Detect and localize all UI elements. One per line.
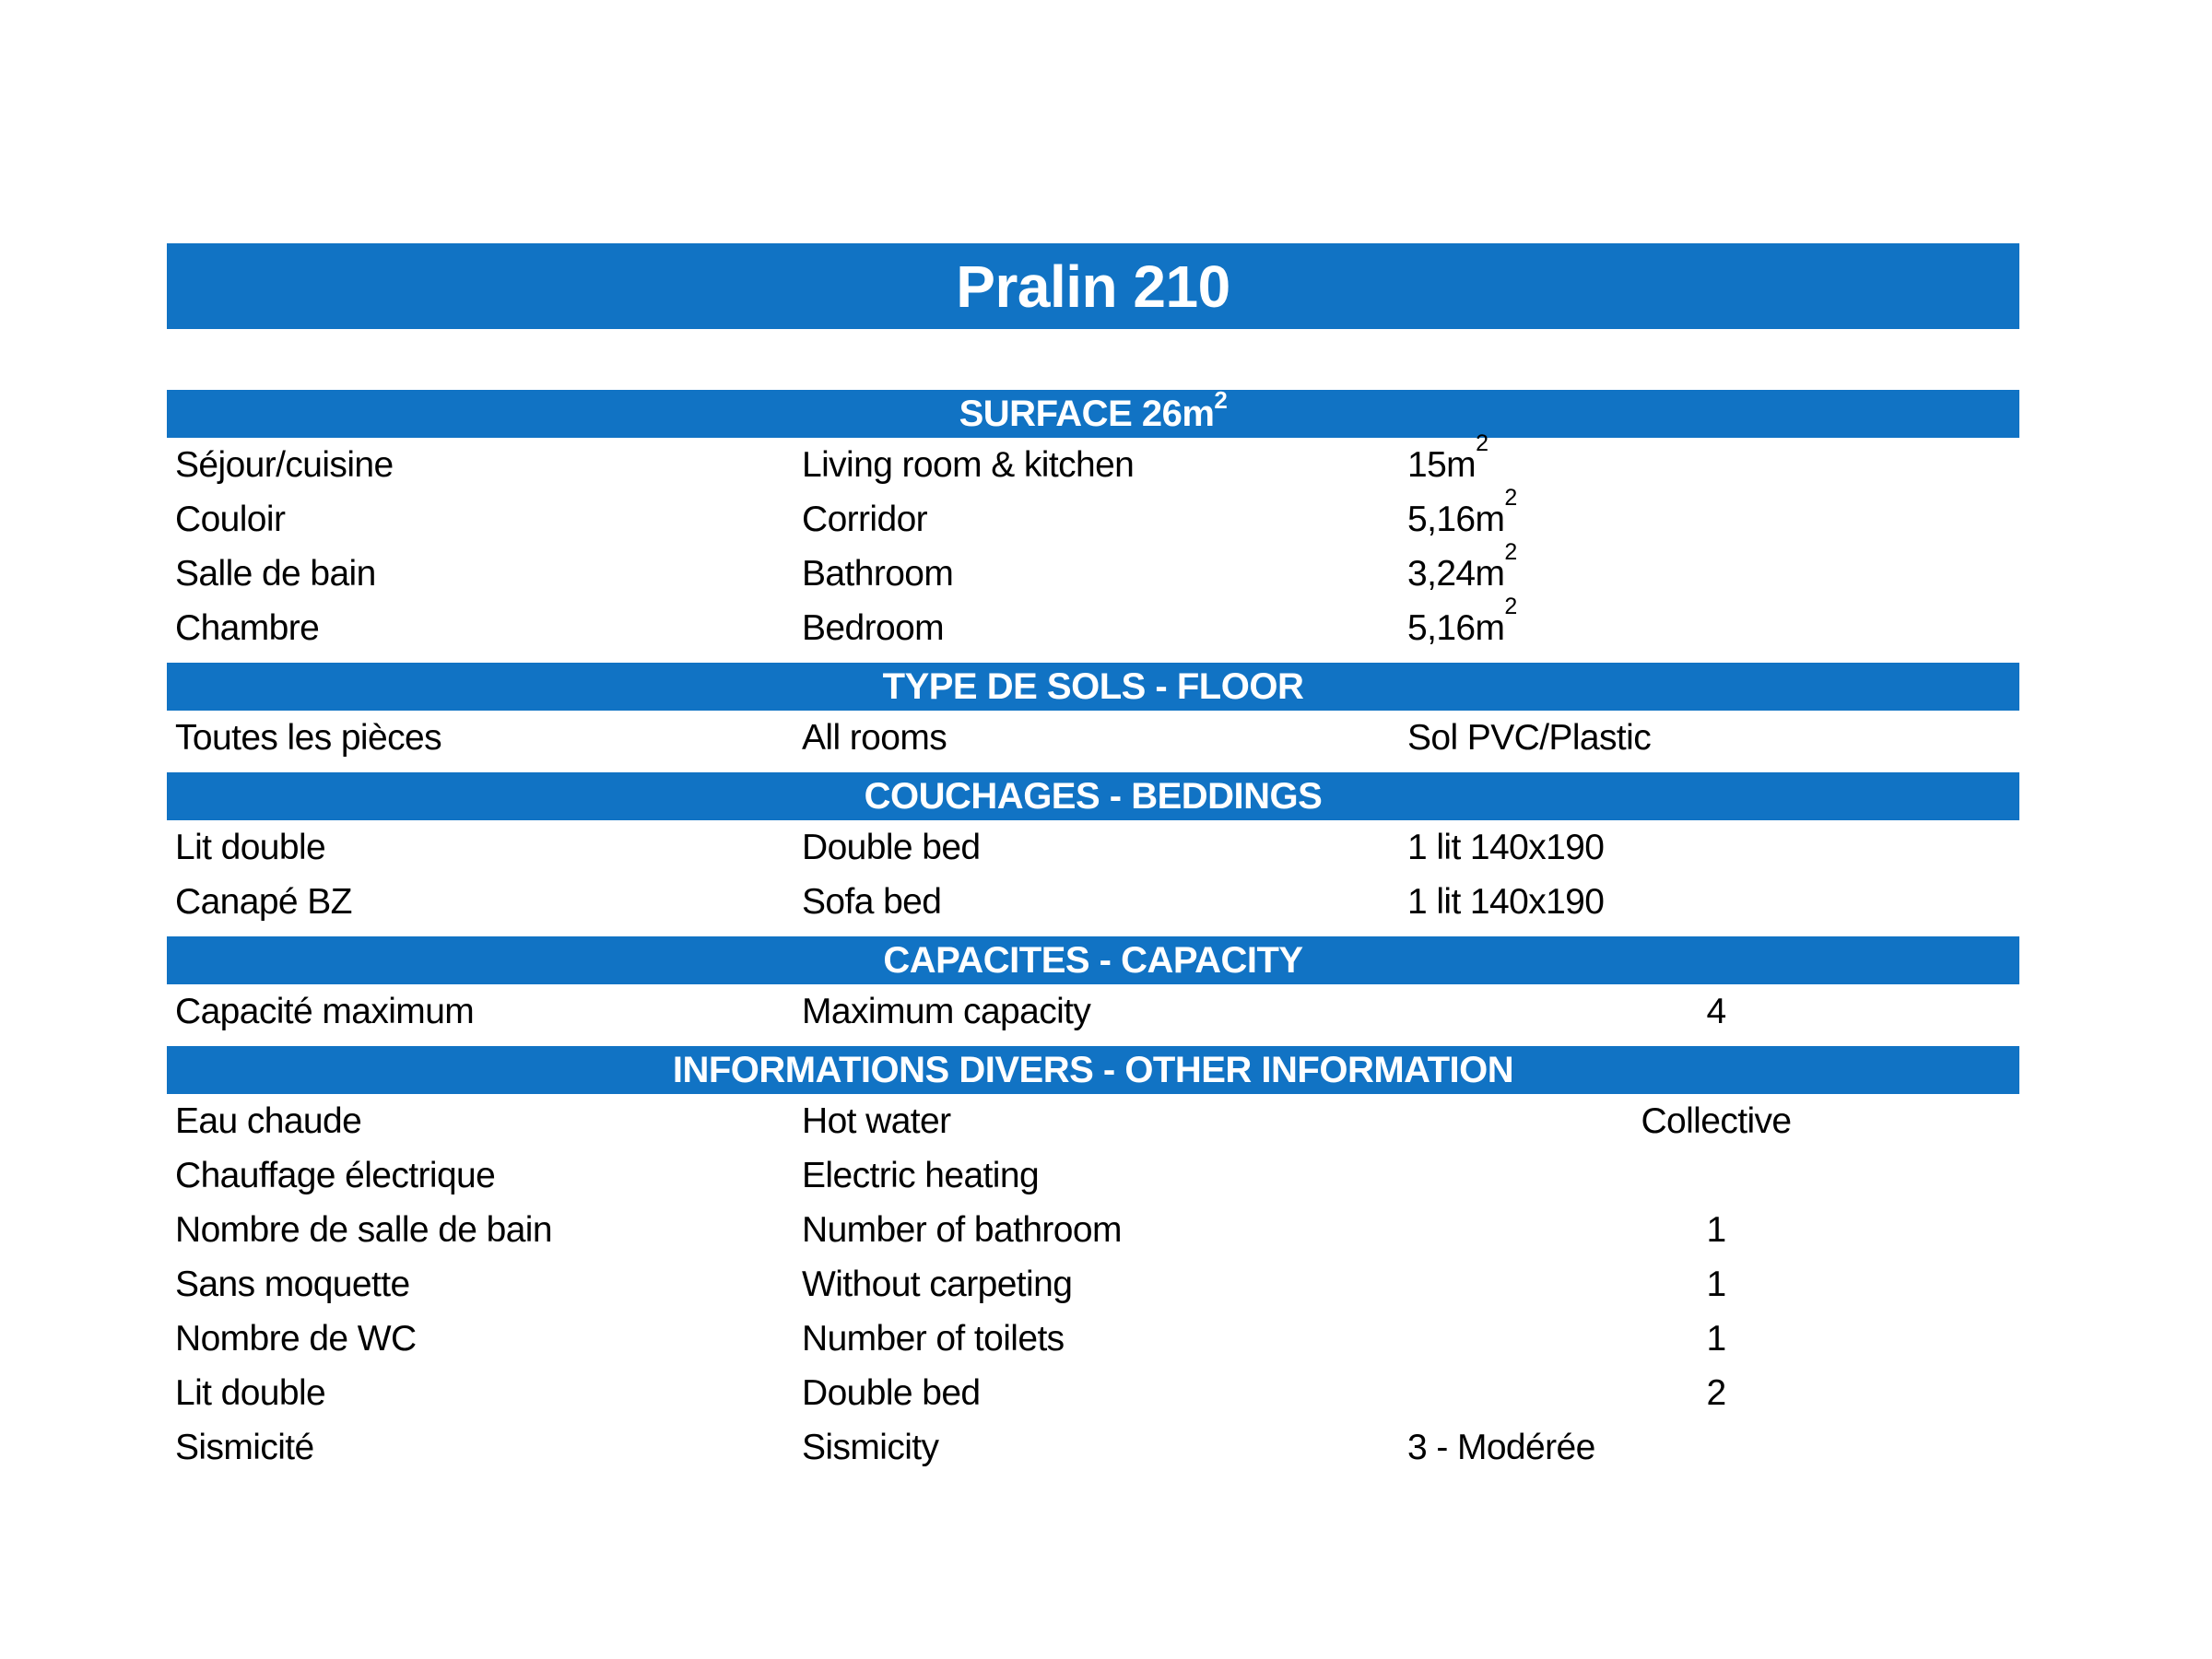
cell-english-label: Double bed	[802, 1372, 981, 1413]
cell-value	[1407, 593, 1592, 649]
cell-value-centered: 1	[1706, 1318, 1726, 1359]
cell-french-label: Salle de bain	[175, 553, 376, 594]
section-rows	[167, 820, 2019, 929]
table-row	[167, 538, 2019, 601]
section-rows	[167, 711, 2019, 765]
cell-value	[1407, 827, 1605, 868]
value-superscript: 2	[1476, 429, 1488, 456]
section-header-bar: SURFACE 26m $^2$	[167, 390, 2019, 438]
sections-container	[167, 386, 2019, 1475]
section-header-label: SURFACE 26m	[959, 394, 1215, 434]
cell-french-label: Sismicité	[175, 1427, 314, 1467]
value-text: 3,24m	[1407, 553, 1505, 594]
cell-french-label: Nombre de WC	[175, 1318, 417, 1359]
section-header-label: INFORMATIONS DIVERS - OTHER INFORMATION	[672, 1050, 1514, 1090]
cell-english-label: Number of toilets	[802, 1318, 1065, 1359]
value-superscript: 2	[1504, 593, 1517, 619]
section-header-bar	[167, 772, 2019, 820]
section-header-label: CAPACITES - CAPACITY	[883, 940, 1303, 981]
cell-french-label: Canapé BZ	[175, 881, 352, 922]
value-superscript: 2	[1504, 538, 1517, 565]
cell-french-label: Chambre	[175, 607, 320, 648]
cell-english-label: Sismicity	[802, 1427, 939, 1467]
section-header-bar	[167, 1046, 2019, 1094]
section-rows	[167, 984, 2019, 1039]
table-row	[167, 820, 2019, 875]
table-row	[167, 429, 2019, 492]
section-rows	[167, 429, 2019, 655]
value-text: 1 lit 140x190	[1407, 827, 1605, 867]
cell-english-label: Living room & kitchen	[802, 444, 1135, 485]
table-row	[167, 1366, 2019, 1420]
table-row	[167, 593, 2019, 655]
cell-value-centered: 4	[1706, 991, 1726, 1031]
section-header-label: TYPE DE SOLS - FLOOR	[882, 666, 1304, 707]
cell-french-label: Lit double	[175, 1372, 326, 1413]
value-text: 5,16m	[1407, 499, 1505, 539]
cell-value-centered: Collective	[1641, 1100, 1792, 1141]
section-rows	[167, 1094, 2019, 1475]
cell-value	[1407, 1427, 1595, 1468]
value-text: 15m	[1407, 444, 1477, 485]
cell-french-label: Sans moquette	[175, 1264, 410, 1304]
table-row	[167, 1203, 2019, 1257]
section	[167, 386, 2019, 655]
cell-french-label: Couloir	[175, 499, 286, 539]
title-bar	[167, 243, 2019, 329]
cell-value	[1407, 717, 1652, 759]
cell-french-label: Toutes les pièces	[175, 717, 441, 758]
section	[167, 663, 2019, 765]
section-header-label: COUCHAGES - BEDDINGS	[864, 776, 1323, 817]
cell-english-label: Maximum capacity	[802, 991, 1091, 1031]
value-text: 5,16m	[1407, 607, 1505, 648]
cell-french-label: Lit double	[175, 827, 326, 867]
table-row	[167, 1148, 2019, 1203]
cell-value	[1407, 881, 1605, 923]
page-title: Pralin 210	[956, 253, 1230, 320]
cell-french-label: Capacité maximum	[175, 991, 475, 1031]
cell-value-centered: 1	[1706, 1264, 1726, 1304]
value-text: Sol PVC/Plastic	[1407, 717, 1652, 758]
cell-value	[1407, 484, 1592, 540]
section	[167, 1046, 2019, 1475]
cell-english-label: Bathroom	[802, 553, 954, 594]
cell-value	[1407, 538, 1592, 594]
section-header-bar	[167, 936, 2019, 984]
cell-french-label: Nombre de salle de bain	[175, 1209, 552, 1250]
value-superscript: 2	[1504, 484, 1517, 511]
cell-english-label: Sofa bed	[802, 881, 942, 922]
cell-english-label: Corridor	[802, 499, 928, 539]
table-row	[167, 1094, 2019, 1148]
cell-value-centered: 1	[1706, 1209, 1726, 1250]
section	[167, 772, 2019, 929]
section-header-bar	[167, 663, 2019, 711]
value-text: 3 - Modérée	[1407, 1427, 1595, 1467]
cell-english-label: Number of bathroom	[802, 1209, 1122, 1250]
table-row	[167, 1420, 2019, 1475]
table-row	[167, 711, 2019, 765]
cell-english-label: Without carpeting	[802, 1264, 1073, 1304]
table-row	[167, 484, 2019, 547]
cell-english-label: All rooms	[802, 717, 947, 758]
cell-english-label: Bedroom	[802, 607, 945, 648]
table-row	[167, 1257, 2019, 1312]
cell-french-label: Séjour/cuisine	[175, 444, 394, 485]
spec-sheet	[167, 243, 2019, 1475]
cell-french-label: Chauffage électrique	[175, 1155, 496, 1195]
section	[167, 936, 2019, 1039]
cell-english-label: Double bed	[802, 827, 981, 867]
table-row	[167, 1312, 2019, 1366]
cell-english-label: Hot water	[802, 1100, 951, 1141]
table-row	[167, 984, 2019, 1039]
cell-value	[1407, 429, 1592, 486]
cell-english-label: Electric heating	[802, 1155, 1040, 1195]
cell-french-label: Eau chaude	[175, 1100, 362, 1141]
cell-value-centered: 2	[1706, 1372, 1726, 1413]
value-text: 1 lit 140x190	[1407, 881, 1605, 922]
table-row	[167, 875, 2019, 929]
